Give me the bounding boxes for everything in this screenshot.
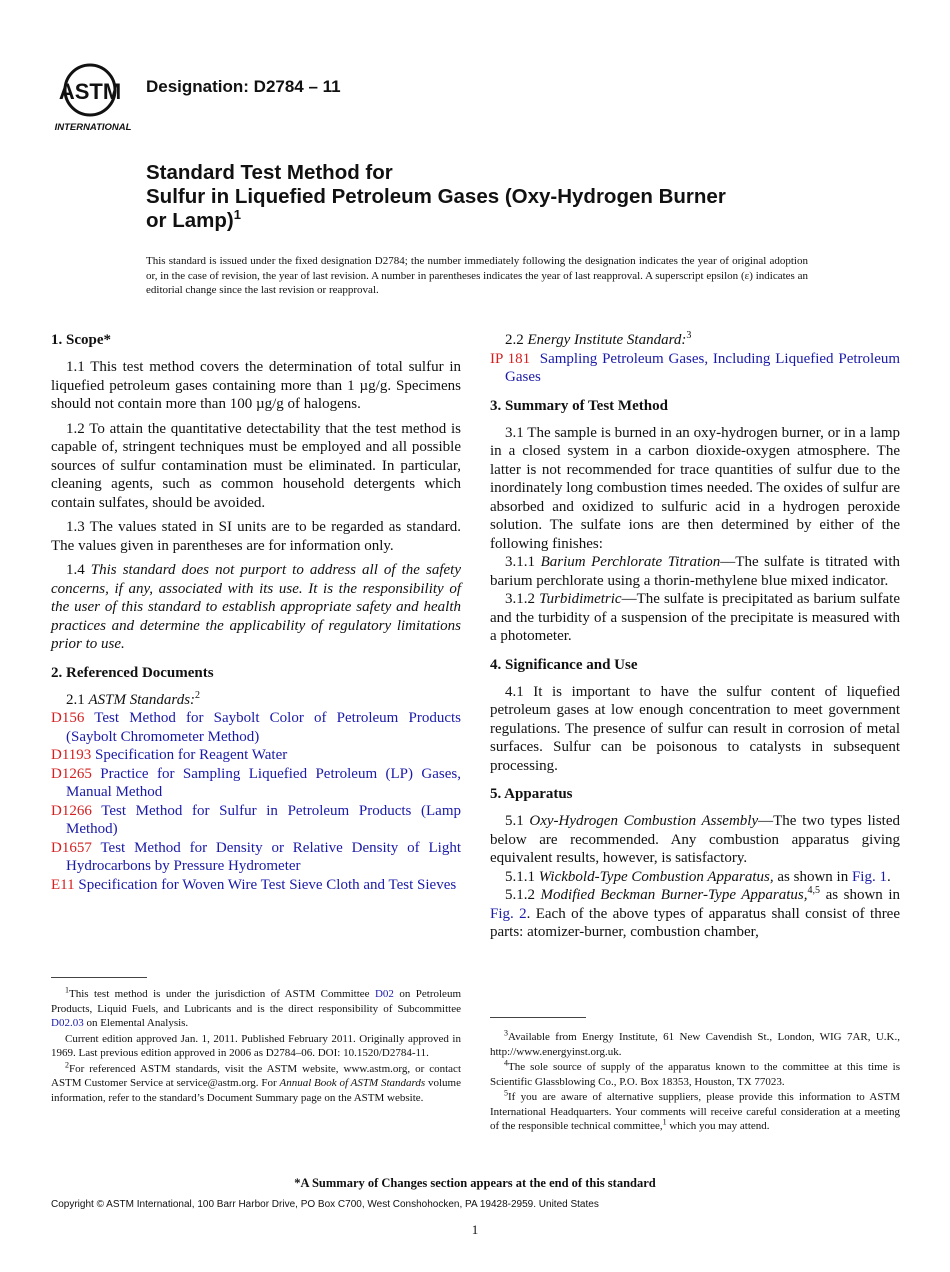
fig-2-link[interactable]: Fig. 2 <box>490 905 527 922</box>
footnote-2-text-b: volume information, refer to the standard’s Document Summary page on the ASTM website. <box>51 1077 461 1104</box>
section-3-heading: 3. Summary of Test Method <box>490 397 668 414</box>
para-5-1-num: 5.1 <box>505 813 524 829</box>
footnote-2-text-a: For referenced ASTM standards, visit the ASTM website, www.astm.org, or contact ASTM Customer Service at service@astm.org. For <box>51 1062 461 1089</box>
footnotes-right <box>490 1030 900 1135</box>
footnote-5-text-a: If you are aware of alternative suppliers, please provide this information to ASTM International Headquarters. Your comments will receive careful consideration at a meeting of the responsible technical committee, <box>490 1091 900 1132</box>
footnote-2-italic: Annual Book of ASTM Standards <box>279 1077 426 1089</box>
subcommittee-d0203-link[interactable]: D02.03 <box>51 1017 84 1029</box>
para-2-1-num: 2.1 <box>66 691 85 708</box>
para-3-1-1-title: Barium Perchlorate Titration <box>540 554 721 570</box>
title-line-2: Sulfur in Liquefied Petroleum Gases (Oxy-Hydrogen Burner <box>146 185 726 208</box>
footnote-2 <box>51 1059 461 1106</box>
para-1-4-num: 1.4 <box>66 562 85 578</box>
para-3-1: 3.1 The sample is burned in an oxy-hydrogen burner, or in a lamp in a closed system in a carbon dioxide-oxygen atmosphere. The latter is not recommended for trace quantities of sulfur due to the inordinately long combustion times needed. The oxides of sulfur are absorbed and oxidized to sulfuric acid in a hydrogen peroxide solution. The sulfate ions are then determined by either of the following finishes: <box>490 424 900 552</box>
reference-code[interactable]: D1193 <box>51 747 92 763</box>
footnote-1-text-a: This test method is under the jurisdiction of ASTM Committee <box>69 988 375 1000</box>
reference-title[interactable]: Test Method for Saybolt Color of Petroleum Products (Saybolt Chromometer Method) <box>66 710 461 745</box>
reference-item[interactable] <box>51 876 461 895</box>
reference-item[interactable] <box>51 802 461 839</box>
section-4-heading: 4. Significance and Use <box>490 656 638 673</box>
footnote-5-sup: 1 <box>662 1117 667 1127</box>
footnote-rule-right <box>490 1017 586 1018</box>
summary-of-changes-note: *A Summary of Changes section appears at the end of this standard <box>294 1176 656 1190</box>
para-2-1-sup: 2 <box>195 689 201 701</box>
section-5-heading: 5. Apparatus <box>490 786 573 802</box>
reference-code[interactable]: D156 <box>51 710 85 726</box>
footnote-1-edition: Current edition approved Jan. 1, 2011. Published February 2011. Originally approved in 1969. Last previous edition approved in 2006 as D2784–06. DOI: 10.1520/D2784-11. <box>51 1032 461 1059</box>
footnote-3 <box>490 1030 900 1059</box>
para-1-2: 1.2 To attain the quantitative detectability that the test method is capable of, stringent techniques must be employed and all possible sources of sulfur contamination must be eliminated. In particular, cleaning agents, such as common household detergents which contain sulfates, should be avoided. <box>51 420 461 511</box>
document-title <box>146 161 846 233</box>
para-2-2-sup: 3 <box>686 330 692 341</box>
reference-code[interactable]: D1265 <box>51 765 92 782</box>
para-5-1-1-end: . <box>886 868 891 885</box>
para-3-1-1 <box>490 553 900 590</box>
title-footnote-mark: 1 <box>233 207 241 222</box>
para-3-1-2-num: 3.1.2 <box>505 591 535 607</box>
para-5-1 <box>490 812 900 868</box>
logo-text: ASTM <box>58 79 122 104</box>
reference-item[interactable] <box>51 746 461 765</box>
committee-d02-link[interactable]: D02 <box>374 988 394 1000</box>
astm-reference-list <box>51 709 461 894</box>
left-column <box>51 331 461 894</box>
para-5-1-2-end: . Each of the above types of apparatus shall consist of three parts: atomizer-burner, combustion chamber, <box>490 905 901 940</box>
title-line-1: Standard Test Method for <box>146 161 393 184</box>
footnote-4-mark: 4 <box>504 1058 508 1068</box>
reference-title[interactable]: Specification for Reagent Water <box>95 747 288 763</box>
reference-item[interactable] <box>51 765 461 802</box>
footnote-1-text-c: on Elemental Analysis. <box>83 1017 189 1029</box>
section-2-heading: 2. Referenced Documents <box>51 664 214 681</box>
para-5-1-2-sup: 4,5 <box>807 885 821 896</box>
footnote-1 <box>51 987 461 1031</box>
fig-1-link[interactable]: Fig. 1 <box>851 868 887 885</box>
para-5-1-1 <box>490 868 900 887</box>
footnote-4 <box>490 1060 900 1089</box>
para-3-1-1-num: 3.1.1 <box>505 554 535 570</box>
para-5-1-1-text: as shown in <box>773 868 852 885</box>
reference-code[interactable]: E11 <box>51 876 75 893</box>
reference-title[interactable]: Test Method for Density or Relative Density of Light Hydrocarbons by Pressure Hydrometer <box>66 839 461 874</box>
para-1-3: 1.3 The values stated in SI units are to be regarded as standard. The values given in parentheses are for information only. <box>51 519 461 554</box>
footnote-rule-left <box>51 977 147 978</box>
right-column <box>490 331 900 948</box>
para-1-1: 1.1 This test method covers the determination of total sulfur in liquefied petroleum gases containing more than 1 µg/g. Specimens should not contain more than 100 µg/g of halogens. <box>51 359 461 412</box>
footnote-4-text: The sole source of supply of the apparatus known to the committee at this time is Scientific Glassblowing Co., P.O. Box 18353, Houston, TX 77023. <box>490 1061 900 1088</box>
footnotes-left <box>51 987 461 1106</box>
para-3-1-2-text: —The sulfate is precipitated as barium sulfate and the turbidity of a suspension of the precipitate is measured with a photometer. <box>490 591 900 644</box>
copyright-notice: Copyright © ASTM International, 100 Barr Harbor Drive, PO Box C700, West Conshohocken, PA 19428-2959. United States <box>51 1199 599 1210</box>
para-5-1-1-title: Wickbold-Type Combustion Apparatus, <box>538 868 774 885</box>
footnote-1-mark: 1 <box>65 985 69 995</box>
para-5-1-2-title: Modified Beckman Burner-Type Apparatus, <box>540 887 808 903</box>
para-2-1-label: ASTM Standards: <box>88 691 196 708</box>
para-5-1-1-num: 5.1.1 <box>505 868 535 885</box>
para-4-1: 4.1 It is important to have the sulfur content of liquefied petroleum gases at low enough concentration to meet government regulations. The presence of sulfur can result in corrosion of metal surfaces. Sulfur can be poisonous to catalysts in subsequent processing. <box>490 683 900 774</box>
reference-title[interactable]: Specification for Woven Wire Test Sieve Cloth and Test Sieves <box>78 876 457 893</box>
reference-code[interactable]: IP 181 <box>490 350 531 367</box>
footnote-3-text: Available from Energy Institute, 61 New Cavendish St., London, WIG 7AR, U.K., http://www.energyinst.org.uk. <box>490 1031 900 1058</box>
footnote-5-mark: 5 <box>504 1088 508 1098</box>
title-line-3: or Lamp) <box>146 209 234 232</box>
footnote-5-text-b: which you may attend. <box>666 1120 770 1132</box>
reference-item[interactable] <box>51 839 461 876</box>
reference-item-ip181[interactable] <box>490 350 900 387</box>
astm-logo <box>50 58 136 136</box>
para-3-1-1-text: —The sulfate is titrated with barium perchlorate using a thorin-methylene blue mixed indicator. <box>490 554 900 589</box>
reference-title[interactable]: Sampling Petroleum Gases, Including Liquefied Petroleum Gases <box>505 350 901 385</box>
para-1-4 <box>51 561 461 654</box>
para-1-4-text: This standard does not purport to address all of the safety concerns, if any, associated with its use. It is the responsibility of the user of this standard to establish appropriate safety and health practices and determine the applicability of regulatory limitations prior to use. <box>51 562 461 652</box>
para-5-1-text: —The two types listed below are recommended. Any combustion apparatus giving equivalent results, however, is satisfactory. <box>490 813 901 866</box>
reference-title[interactable]: Test Method for Sulfur in Petroleum Products (Lamp Method) <box>66 802 461 837</box>
designation-notice: This standard is issued under the fixed designation D2784; the number immediately following the designation indicates the year of original adoption or, in the case of revision, the year of last revision. A number in parentheses indicates the year of last reapproval. A superscript epsilon (ε) indicates an editorial change since the last revision or reapproval. <box>146 255 808 297</box>
para-5-1-title: Oxy-Hydrogen Combustion Assembly <box>529 813 759 829</box>
designation: Designation: D2784 – 11 <box>146 77 341 96</box>
reference-code[interactable]: D1657 <box>51 839 92 856</box>
reference-item[interactable] <box>51 709 461 746</box>
para-5-1-2 <box>490 886 900 942</box>
para-5-1-2-text: as shown in <box>820 887 900 903</box>
footnote-5 <box>490 1090 900 1134</box>
para-5-1-2-num: 5.1.2 <box>505 887 535 903</box>
para-3-1-2 <box>490 590 900 646</box>
para-2-2-num: 2.2 <box>505 332 524 348</box>
reference-code[interactable]: D1266 <box>51 802 92 819</box>
para-3-1-2-title: Turbidimetric <box>539 591 622 607</box>
section-1-heading: 1. Scope* <box>51 332 111 348</box>
para-2-2 <box>490 331 900 350</box>
footnote-3-mark: 3 <box>504 1028 508 1038</box>
page-number: 1 <box>471 1222 479 1237</box>
para-2-2-label: Energy Institute Standard: <box>527 332 687 348</box>
footnote-1-text-b: on Petroleum Products, Liquid Fuels, and Lubricants and is the direct responsibility of Subcommittee <box>51 988 461 1015</box>
logo-subtext: INTERNATIONAL <box>54 122 132 133</box>
reference-title[interactable]: Practice for Sampling Liquefied Petroleum (LP) Gases, Manual Method <box>66 765 462 800</box>
para-2-1 <box>51 691 461 710</box>
footnote-2-mark: 2 <box>65 1059 69 1069</box>
